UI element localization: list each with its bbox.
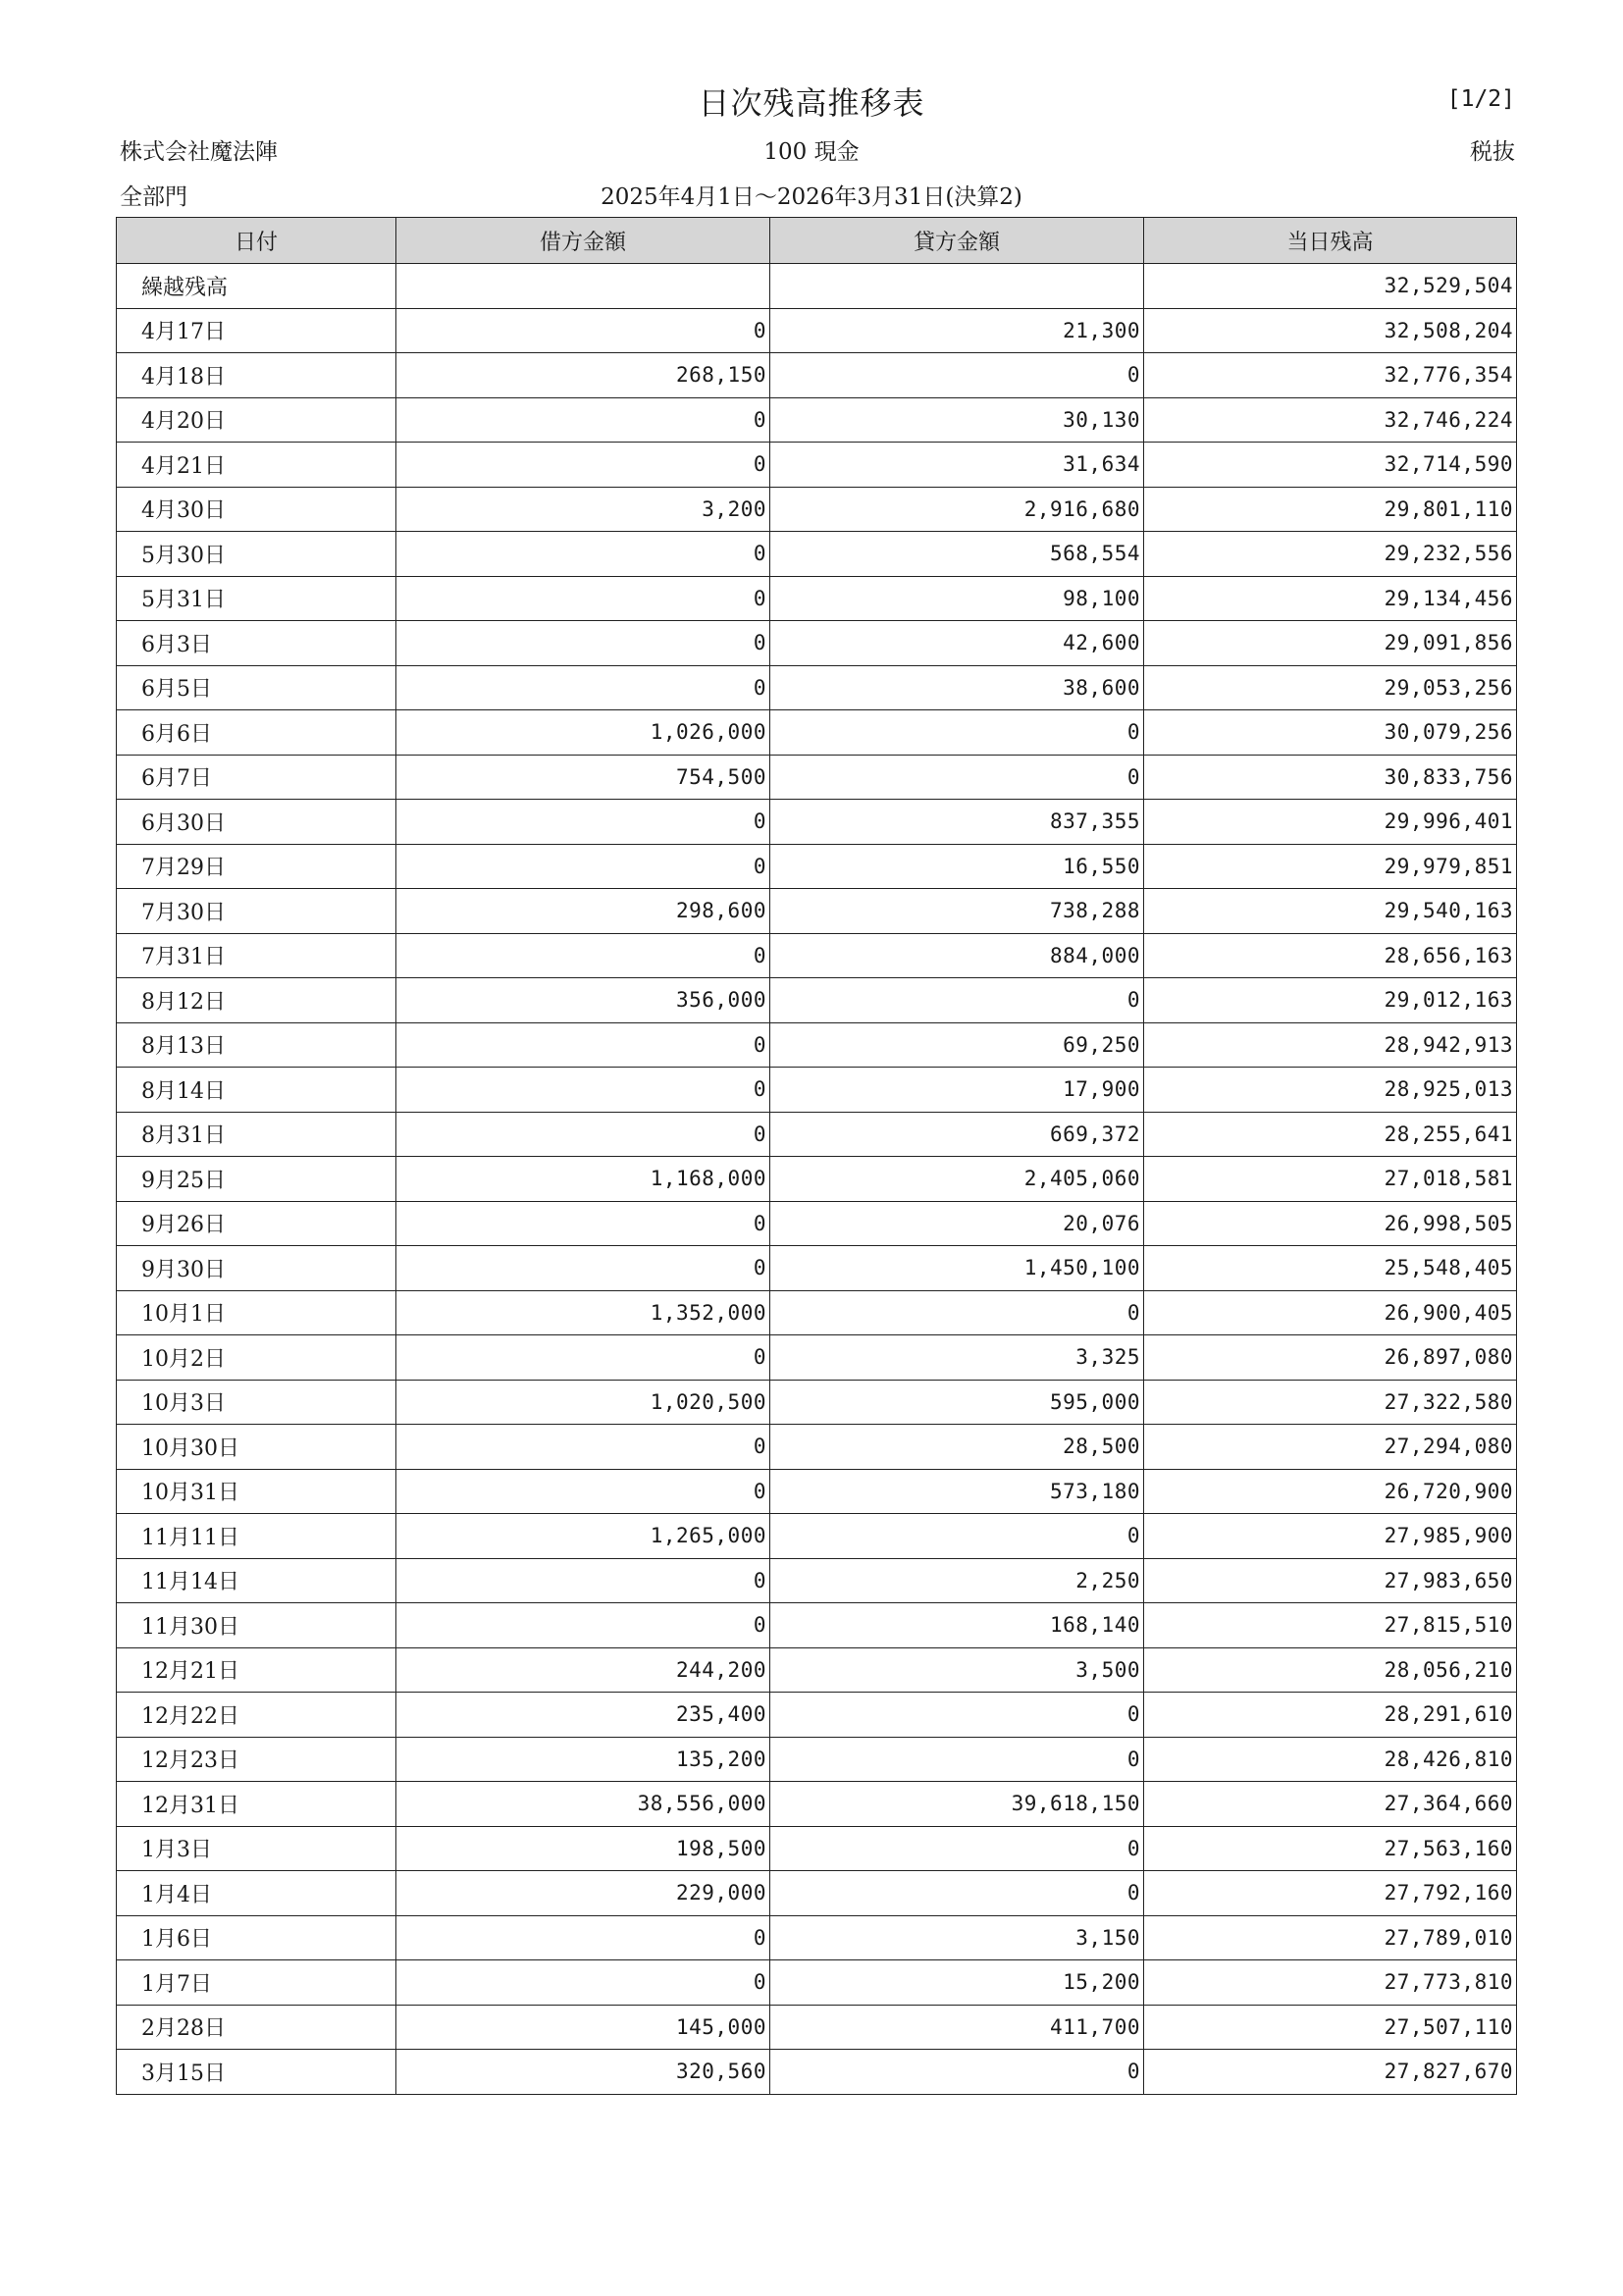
- table-row: [117, 1737, 1517, 1782]
- table-row: [117, 1290, 1517, 1335]
- row-credit: 38,600: [770, 665, 1144, 710]
- row-debit: 229,000: [396, 1871, 770, 1916]
- row-balance: 28,291,610: [1144, 1693, 1517, 1738]
- table-row: [117, 1425, 1517, 1470]
- page-indicator: [1/2]: [1446, 86, 1515, 112]
- row-date: 3月15日: [117, 2050, 396, 2095]
- row-credit: 28,500: [770, 1425, 1144, 1470]
- row-credit: 0: [770, 1871, 1144, 1916]
- table-row: [117, 1022, 1517, 1068]
- row-debit: 0: [396, 443, 770, 488]
- row-date: 12月21日: [117, 1647, 396, 1693]
- row-balance: 27,815,510: [1144, 1603, 1517, 1648]
- row-credit: 3,325: [770, 1335, 1144, 1381]
- row-debit: 0: [396, 1201, 770, 1246]
- table-row: [117, 2050, 1517, 2095]
- column-header-date: 日付: [117, 218, 396, 264]
- row-date: 4月18日: [117, 353, 396, 398]
- table-row: [117, 532, 1517, 577]
- row-date: 4月30日: [117, 487, 396, 532]
- row-credit: 0: [770, 978, 1144, 1023]
- row-balance: 29,134,456: [1144, 576, 1517, 621]
- row-debit: 244,200: [396, 1647, 770, 1693]
- row-balance: 29,012,163: [1144, 978, 1517, 1023]
- row-debit: 0: [396, 1469, 770, 1514]
- row-date: 10月31日: [117, 1469, 396, 1514]
- row-debit: 0: [396, 844, 770, 889]
- row-debit: 0: [396, 621, 770, 666]
- table-row: [117, 1960, 1517, 2006]
- table-row: [117, 1157, 1517, 1202]
- row-balance: 27,789,010: [1144, 1915, 1517, 1960]
- row-date: 4月17日: [117, 308, 396, 353]
- table-row: [117, 1246, 1517, 1291]
- row-credit: 669,372: [770, 1112, 1144, 1157]
- row-date: 4月20日: [117, 397, 396, 443]
- table-row: [117, 1603, 1517, 1648]
- table-row: [117, 800, 1517, 845]
- row-debit: 135,200: [396, 1737, 770, 1782]
- table-row: [117, 353, 1517, 398]
- row-date: 繰越残高: [117, 264, 396, 309]
- row-balance: 32,508,204: [1144, 308, 1517, 353]
- row-credit: 837,355: [770, 800, 1144, 845]
- row-debit: 1,352,000: [396, 1290, 770, 1335]
- row-balance: 29,540,163: [1144, 889, 1517, 934]
- row-balance: 27,773,810: [1144, 1960, 1517, 2006]
- row-debit: 0: [396, 1022, 770, 1068]
- table-row: [117, 1915, 1517, 1960]
- row-date: 7月30日: [117, 889, 396, 934]
- column-header-credit: 貸方金額: [770, 218, 1144, 264]
- row-date: 11月30日: [117, 1603, 396, 1648]
- table-row: [117, 1514, 1517, 1559]
- row-credit: 595,000: [770, 1380, 1144, 1425]
- row-credit: 21,300: [770, 308, 1144, 353]
- row-credit: 30,130: [770, 397, 1144, 443]
- row-date: 12月23日: [117, 1737, 396, 1782]
- row-debit: [396, 264, 770, 309]
- row-date: 11月11日: [117, 1514, 396, 1559]
- row-debit: 1,026,000: [396, 710, 770, 756]
- row-credit: 17,900: [770, 1068, 1144, 1113]
- table-row: [117, 1693, 1517, 1738]
- row-credit: 168,140: [770, 1603, 1144, 1648]
- row-date: 6月7日: [117, 755, 396, 800]
- row-debit: 0: [396, 1425, 770, 1470]
- row-balance: 28,255,641: [1144, 1112, 1517, 1157]
- row-debit: 1,265,000: [396, 1514, 770, 1559]
- row-balance: 26,897,080: [1144, 1335, 1517, 1381]
- row-credit: 0: [770, 1737, 1144, 1782]
- row-debit: 145,000: [396, 2005, 770, 2050]
- row-balance: 27,792,160: [1144, 1871, 1517, 1916]
- daily-balance-table: [116, 217, 1517, 2095]
- row-debit: 0: [396, 1558, 770, 1603]
- row-debit: 0: [396, 665, 770, 710]
- row-credit: 0: [770, 1514, 1144, 1559]
- account-name: 100 現金: [763, 139, 860, 165]
- row-debit: 268,150: [396, 353, 770, 398]
- row-balance: 26,900,405: [1144, 1290, 1517, 1335]
- row-date: 6月30日: [117, 800, 396, 845]
- table-row: [117, 2005, 1517, 2050]
- row-debit: 0: [396, 1915, 770, 1960]
- row-date: 6月6日: [117, 710, 396, 756]
- table-row: [117, 397, 1517, 443]
- row-date: 9月25日: [117, 1157, 396, 1202]
- row-date: 8月31日: [117, 1112, 396, 1157]
- row-credit: 0: [770, 710, 1144, 756]
- table-row: [117, 487, 1517, 532]
- table-row: [117, 1826, 1517, 1871]
- row-balance: 27,322,580: [1144, 1380, 1517, 1425]
- row-balance: 32,529,504: [1144, 264, 1517, 309]
- row-debit: 235,400: [396, 1693, 770, 1738]
- row-debit: 356,000: [396, 978, 770, 1023]
- row-debit: 320,560: [396, 2050, 770, 2095]
- row-credit: 2,405,060: [770, 1157, 1144, 1202]
- row-balance: 27,563,160: [1144, 1826, 1517, 1871]
- row-credit: 0: [770, 1693, 1144, 1738]
- table-row: [117, 1469, 1517, 1514]
- row-debit: 38,556,000: [396, 1782, 770, 1827]
- row-debit: 0: [396, 532, 770, 577]
- row-debit: 0: [396, 1068, 770, 1113]
- row-credit: 0: [770, 353, 1144, 398]
- table-row: [117, 710, 1517, 756]
- report-title: 日次残高推移表: [698, 84, 925, 122]
- row-balance: 27,827,670: [1144, 2050, 1517, 2095]
- row-balance: 28,056,210: [1144, 1647, 1517, 1693]
- row-debit: 298,600: [396, 889, 770, 934]
- column-header-balance: 当日残高: [1144, 218, 1517, 264]
- table-row: [117, 1871, 1517, 1916]
- row-balance: 27,985,900: [1144, 1514, 1517, 1559]
- row-credit: 16,550: [770, 844, 1144, 889]
- table-row: [117, 621, 1517, 666]
- row-date: 1月7日: [117, 1960, 396, 2006]
- row-balance: 25,548,405: [1144, 1246, 1517, 1291]
- row-date: 11月14日: [117, 1558, 396, 1603]
- row-credit: 42,600: [770, 621, 1144, 666]
- row-credit: 3,150: [770, 1915, 1144, 1960]
- table-header-row: [117, 218, 1517, 264]
- row-date: 1月6日: [117, 1915, 396, 1960]
- row-balance: 26,720,900: [1144, 1469, 1517, 1514]
- row-balance: 29,091,856: [1144, 621, 1517, 666]
- row-credit: 884,000: [770, 933, 1144, 978]
- row-credit: 0: [770, 755, 1144, 800]
- row-balance: 30,833,756: [1144, 755, 1517, 800]
- row-credit: 3,500: [770, 1647, 1144, 1693]
- row-debit: 0: [396, 1335, 770, 1381]
- row-balance: 27,364,660: [1144, 1782, 1517, 1827]
- company-name: 株式会社魔法陣: [120, 139, 278, 165]
- row-credit: 573,180: [770, 1469, 1144, 1514]
- table-row: [117, 1201, 1517, 1246]
- row-balance: 29,053,256: [1144, 665, 1517, 710]
- row-balance: 28,925,013: [1144, 1068, 1517, 1113]
- table-row: [117, 889, 1517, 934]
- row-balance: 28,656,163: [1144, 933, 1517, 978]
- row-date: 2月28日: [117, 2005, 396, 2050]
- row-date: 4月21日: [117, 443, 396, 488]
- row-credit: 20,076: [770, 1201, 1144, 1246]
- row-balance: 32,746,224: [1144, 397, 1517, 443]
- row-debit: 0: [396, 1246, 770, 1291]
- table-row: [117, 576, 1517, 621]
- table-row: [117, 1647, 1517, 1693]
- table-row: [117, 933, 1517, 978]
- report-period: 2025年4月1日～2026年3月31日(決算2): [601, 184, 1022, 210]
- row-credit: [770, 264, 1144, 309]
- row-balance: 27,018,581: [1144, 1157, 1517, 1202]
- row-debit: 0: [396, 308, 770, 353]
- row-debit: 1,168,000: [396, 1157, 770, 1202]
- row-debit: 3,200: [396, 487, 770, 532]
- row-credit: 15,200: [770, 1960, 1144, 2006]
- table-row: [117, 1782, 1517, 1827]
- row-debit: 1,020,500: [396, 1380, 770, 1425]
- row-credit: 568,554: [770, 532, 1144, 577]
- row-debit: 0: [396, 933, 770, 978]
- row-credit: 0: [770, 1826, 1144, 1871]
- row-debit: 0: [396, 397, 770, 443]
- row-credit: 98,100: [770, 576, 1144, 621]
- table-row: [117, 755, 1517, 800]
- row-balance: 27,294,080: [1144, 1425, 1517, 1470]
- row-debit: 198,500: [396, 1826, 770, 1871]
- table-row: [117, 665, 1517, 710]
- table-row: [117, 1380, 1517, 1425]
- table-row: [117, 443, 1517, 488]
- row-credit: 2,916,680: [770, 487, 1144, 532]
- table-row: [117, 1112, 1517, 1157]
- row-balance: 28,942,913: [1144, 1022, 1517, 1068]
- table-row: [117, 1335, 1517, 1381]
- row-balance: 27,507,110: [1144, 2005, 1517, 2050]
- tax-mode: 税抜: [1470, 139, 1515, 165]
- row-credit: 0: [770, 2050, 1144, 2095]
- row-balance: 29,996,401: [1144, 800, 1517, 845]
- row-debit: 0: [396, 1603, 770, 1648]
- department: 全部門: [120, 184, 187, 210]
- table-row: [117, 844, 1517, 889]
- table-row: [117, 1558, 1517, 1603]
- row-credit: 738,288: [770, 889, 1144, 934]
- row-credit: 411,700: [770, 2005, 1144, 2050]
- row-credit: 1,450,100: [770, 1246, 1144, 1291]
- row-date: 9月26日: [117, 1201, 396, 1246]
- table-row: [117, 978, 1517, 1023]
- row-credit: 31,634: [770, 443, 1144, 488]
- row-date: 7月29日: [117, 844, 396, 889]
- row-date: 9月30日: [117, 1246, 396, 1291]
- table-row: [117, 1068, 1517, 1113]
- row-date: 10月2日: [117, 1335, 396, 1381]
- row-credit: 39,618,150: [770, 1782, 1144, 1827]
- row-date: 12月31日: [117, 1782, 396, 1827]
- row-debit: 0: [396, 576, 770, 621]
- row-date: 5月30日: [117, 532, 396, 577]
- table-body: [117, 264, 1517, 2095]
- row-credit: 69,250: [770, 1022, 1144, 1068]
- row-balance: 32,714,590: [1144, 443, 1517, 488]
- column-header-debit: 借方金額: [396, 218, 770, 264]
- row-credit: 2,250: [770, 1558, 1144, 1603]
- row-date: 8月14日: [117, 1068, 396, 1113]
- row-balance: 28,426,810: [1144, 1737, 1517, 1782]
- row-date: 12月22日: [117, 1693, 396, 1738]
- table-row: [117, 264, 1517, 309]
- row-date: 10月3日: [117, 1380, 396, 1425]
- row-date: 6月5日: [117, 665, 396, 710]
- row-debit: 0: [396, 1112, 770, 1157]
- row-balance: 26,998,505: [1144, 1201, 1517, 1246]
- row-balance: 29,232,556: [1144, 532, 1517, 577]
- row-credit: 0: [770, 1290, 1144, 1335]
- row-date: 6月3日: [117, 621, 396, 666]
- row-date: 1月4日: [117, 1871, 396, 1916]
- row-debit: 754,500: [396, 755, 770, 800]
- row-balance: 29,801,110: [1144, 487, 1517, 532]
- row-date: 10月30日: [117, 1425, 396, 1470]
- row-date: 1月3日: [117, 1826, 396, 1871]
- row-debit: 0: [396, 800, 770, 845]
- row-balance: 32,776,354: [1144, 353, 1517, 398]
- row-date: 10月1日: [117, 1290, 396, 1335]
- row-balance: 27,983,650: [1144, 1558, 1517, 1603]
- table-row: [117, 308, 1517, 353]
- row-balance: 29,979,851: [1144, 844, 1517, 889]
- row-date: 7月31日: [117, 933, 396, 978]
- row-date: 5月31日: [117, 576, 396, 621]
- row-debit: 0: [396, 1960, 770, 2006]
- row-balance: 30,079,256: [1144, 710, 1517, 756]
- row-date: 8月13日: [117, 1022, 396, 1068]
- row-date: 8月12日: [117, 978, 396, 1023]
